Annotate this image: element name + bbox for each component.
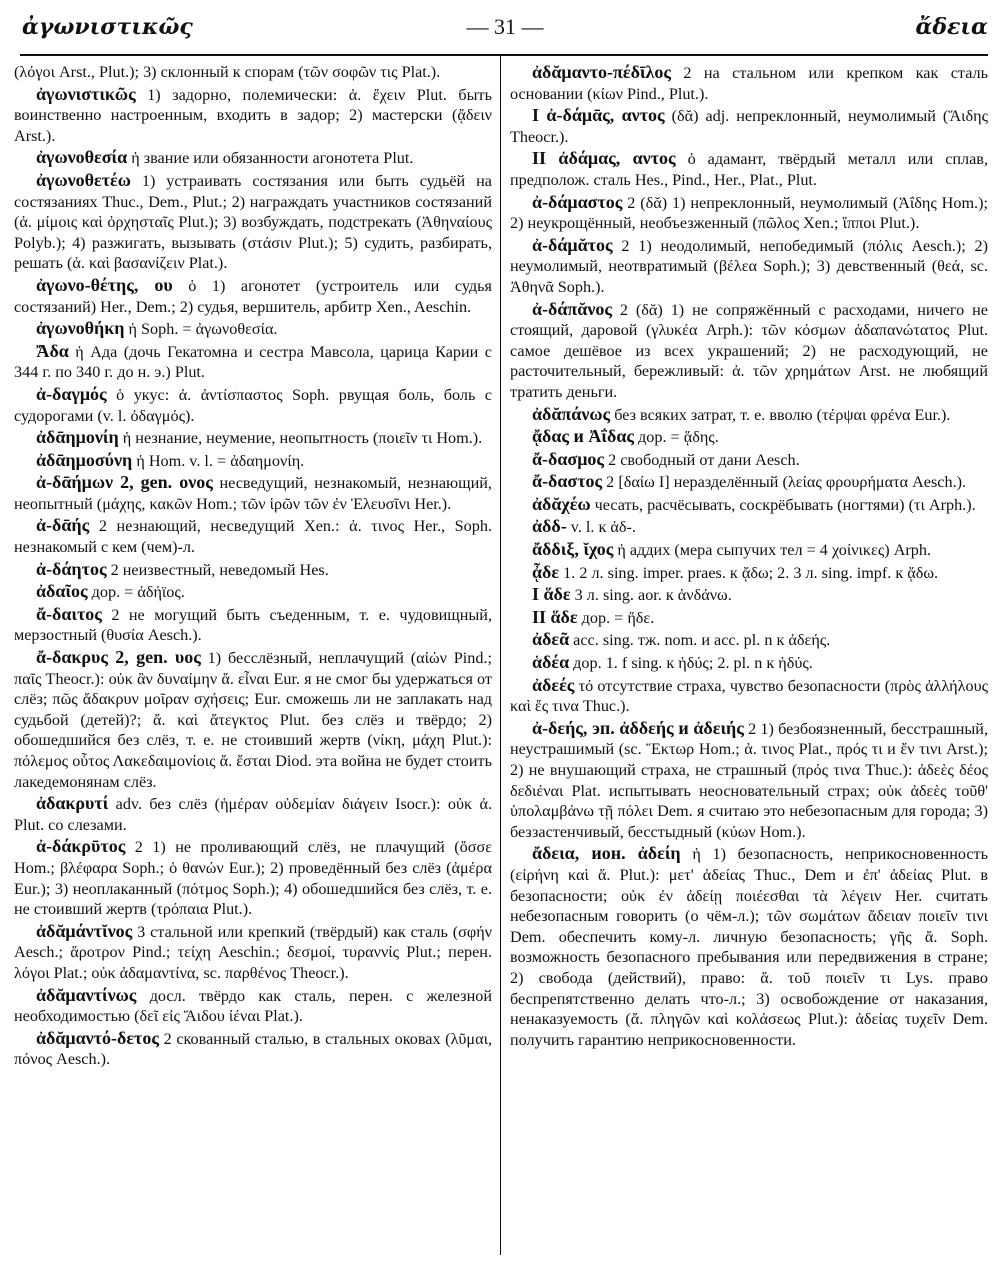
entry-headword: ἀδᾰμαντο-πέδῑλος <box>532 62 671 82</box>
entry-definition: 2 не могущий быть съеденным, т. е. чудовищный, мерзостный (θυσία Aesch.). <box>14 605 492 645</box>
entry-definition: 2 (δᾰ) 1) не сопряжённый с расходами, ничего не стоящий, даровой (γλυκέα Arph.): τῶν κόσμων ἀδαπανώτατος Plut. самое дешёвое из всех украшений; 2) не расходующий, не расточительный, бережливый: ἀ. τῶν χρημάτων Arst. не любящий тратить деньги. <box>510 300 988 401</box>
entry-definition: v. l. к ἀδ-. <box>566 518 636 537</box>
dictionary-entry <box>510 562 988 584</box>
entry-definition: 1) устраивать состязания или быть судьёй на состязаниях Thuc., Dem., Plut.; 2) награждать участников состязаний (ἀ. μίμοις καὶ ὀρχησταῖς Plut.); 3) возбуждать, подстрекать (Ἀθηναίους Polyb.); 4) разжигать, вызывать (στάσιν Plut.); 5) судить, разбирать, решать (ἀ. καὶ βασανίζειν Plat.). <box>14 171 492 273</box>
entry-headword: ἀδδ- <box>532 516 567 537</box>
entry-headword: ἀδᾱημονίη <box>36 427 119 448</box>
entry-headword: Ἄδα <box>36 340 69 361</box>
entry-definition: 2 1) неодолимый, непобедимый (πόλις Aesch.); 2) неумолимый, неотвратимый (βέλεα Soph.); 3) девственный (θεά, sc. Ἀθηνᾶ Soph.). <box>510 236 988 296</box>
entry-headword: ἀδεᾶ <box>532 629 570 650</box>
entry-definition: ὁ укус: ἀ. ἀντίσπαστος Soph. рвущая боль, боль с судорогами (v. l. ὀδαγμός). <box>14 385 492 425</box>
entry-headword: ᾆδε <box>532 561 560 582</box>
entry-headword: ἀγωνοθετέω <box>36 169 131 190</box>
entry-headword: ἀδᾰμαντίνως <box>36 984 137 1005</box>
header-rule <box>20 54 988 56</box>
dictionary-entry <box>14 793 492 835</box>
dictionary-entry <box>510 843 988 1050</box>
entry-definition: acc. sing. тж. nom. и acc. pl. n к ἀδεής. <box>569 631 831 650</box>
dictionary-entry <box>510 471 988 493</box>
dictionary-entry <box>510 607 988 629</box>
entry-definition: adv. без слёз (ἡμέραν οὐδεμίαν διάγειν Isocr.): οὐκ ἀ. Plut. со слезами. <box>14 795 492 834</box>
dictionary-entry <box>510 62 988 104</box>
dictionary-entry <box>14 62 492 83</box>
entry-definition: ἡ звание или обязанности агонотета Plut. <box>127 149 414 168</box>
entry-definition: ἡ незнание, неумение, неопытность (ποιεῖν τι Hom.). <box>118 429 483 448</box>
entry-headword: ἀ-δάκρῡτος <box>36 836 126 857</box>
entry-definition: ὁ адамант, твёрдый металл или сплав, предполож. сталь Hes., Pind., Her., Plat., Plut. <box>510 150 988 189</box>
dictionary-entry <box>14 985 492 1027</box>
dictionary-entry <box>14 427 492 449</box>
dictionary-entry <box>510 192 988 234</box>
dictionary-entry <box>14 1028 492 1070</box>
page-header <box>22 10 988 44</box>
dictionary-entry <box>14 450 492 472</box>
dictionary-entry <box>510 105 988 147</box>
dictionary-entry <box>510 494 988 516</box>
entry-headword: ἀ-δάμᾰτος <box>532 234 613 255</box>
dictionary-entry <box>14 341 492 383</box>
entry-headword: ἀγωνοθήκη <box>36 318 125 339</box>
page-number: — 31 — <box>466 14 544 39</box>
dictionary-entry <box>14 170 492 274</box>
entry-headword: ἄ-δαστος <box>532 471 603 492</box>
entry-headword: ἀγωνο-θέτης, ου <box>36 274 173 295</box>
entry-definition: дор. 1. f sing. к ἡδύς; 2. pl. n к ἡδύς. <box>569 654 813 673</box>
entry-definition: 2 1) безбоязненный, бесстрашный, неустрашимый (sc. Ἕκτωρ Hom.; ἀ. τινος Plat., πρός τι и ἔν τινι Arst.); 2) не внушающий страха, не страшный (πρός τινα Thuc.): ἀδεὲς δέος δεδιέναι Plat. испытывать неосновательный страх; οὐκ ἀδεὲς τοῦθ' ὑπολαμβάνω τῇ πόλει Dem. я считаю это небезопасным для города; 3) беззастенчивый, бесстыдный (κύων Hom.). <box>510 719 988 841</box>
entry-definition: дор. = ᾅδης. <box>633 428 719 447</box>
entry-definition: 3 л. sing. aor. к ἁνδάνω. <box>570 586 732 605</box>
dictionary-entry <box>14 581 492 603</box>
dictionary-entry <box>14 559 492 581</box>
entry-headword: II ἅδε <box>532 606 578 627</box>
entry-definition: ἡ Hom. v. l. = ἀδαημονίη. <box>132 451 305 470</box>
dictionary-entry <box>14 384 492 426</box>
entry-definition: дор. = ἥδε. <box>577 608 655 627</box>
entry-definition: 2 свободный от дани Aesch. <box>604 450 800 469</box>
dictionary-entry <box>510 426 988 448</box>
entry-headword: ἀδεές <box>532 674 575 695</box>
dictionary-entry <box>510 718 988 843</box>
entry-definition: (δᾰ) adj. непреклонный, неумолимый (Ἅιδης Theocr.). <box>510 107 988 146</box>
entry-definition: 2 1) не проливающий слёз, не плачущий (ὄσσε Hom.; βλέφαρα Soph.; ὁ θανών Eur.); 2) проведённый без слёз (ἀμέρα Eur.); 3) неоплаканный (πότμος Soph.); 4) обошедшийся без слёз, т. е. не стоивший жертв (τρόπαια Plut.). <box>14 838 492 919</box>
entry-headword: ἄδεια, ион. ἀδείη <box>532 843 681 864</box>
entry-definition: 2 (δᾰ) 1) непреклонный, неумолимый (Ἀΐδης Hom.); 2) неукрощённый, необъезженный (πῶλος Xen.; ἵπποι Plut.). <box>510 193 988 233</box>
dictionary-entry <box>510 652 988 674</box>
left-column <box>14 62 492 1071</box>
entry-definition: 2 неизвестный, неведомый Hes. <box>106 560 329 579</box>
entry-headword: ἄ-δασμος <box>532 448 605 469</box>
entry-headword: II ἀδάμας, αντος <box>532 148 676 169</box>
entry-headword: I ἀ-δάμᾱς, αντος <box>532 105 665 126</box>
right-column <box>510 62 988 1051</box>
dictionary-entry <box>14 647 492 792</box>
entry-definition: ὁ 1) агонотет (устроитель или судья состязаний) Her., Dem.; 2) судья, вершитель, арбитр Xen., Aeschin. <box>14 276 492 316</box>
dictionary-entry <box>510 449 988 471</box>
dictionary-entry <box>510 299 988 403</box>
dictionary-entry <box>14 472 492 514</box>
entry-definition: 2 [δαίω I] неразделённый (λείας φρουρήματα Aesch.). <box>602 473 967 492</box>
entry-definition: без всяких затрат, т. е. вволю (τέρψαι φρένα Eur.). <box>610 405 951 424</box>
entry-headword: ἀδαῖος <box>36 581 88 602</box>
dictionary-entry <box>14 515 492 557</box>
entry-headword: ἁδέα <box>532 652 570 673</box>
entry-definition: 1) бесслёзный, неплачущий (αἰών Pind.; παῖς Theocr.): οὐκ ἂν δυναίμην ἄ. εἶναι Eur. я не смог бы удержаться от слёз; πῶς ἄδακρυν μοῖραν σχήσεις; Eur. сможешь ли не заплакать над судьбой (детей)?; ἄ. καὶ ἄτεγκτος Plut. без слёз и твёрдо; 2) обошедшийся без слёз, т. е. не стоивший жертв (νίκη, μάχη Plut.): πόλεμος οὗτος Λακεδαιμονίοις ἄ. ἔσται Diod. эта война не будет стоить лакедемонянам слёз. <box>14 649 492 791</box>
dictionary-entry <box>510 539 988 561</box>
dictionary-entry <box>14 84 492 147</box>
entry-headword: ἀ-δάητος <box>36 558 107 579</box>
entry-definition: дор. = ἀδήϊος. <box>87 583 185 602</box>
entry-definition: несведущий, незнакомый, незнающий, неопытный (μάχης, κακῶν Hom.; τῶν ἱρῶν τῶν ἐν Ἐλευσῖνι Her.). <box>14 474 492 513</box>
entry-definition: τό отсутствие страха, чувство безопасности (πρὸς ἀλλήλους καὶ ἔς τινα Thuc.). <box>510 676 988 716</box>
entry-definition: (λόγοι Arst., Plut.); 3) склонный к спорам (τῶν σοφῶν τις Plat.). <box>14 63 441 81</box>
entry-headword: ἀδᾰχέω <box>532 493 591 514</box>
dictionary-entry <box>14 836 492 919</box>
entry-headword: ἀδακρυτί <box>36 793 109 814</box>
dictionary-entry <box>14 147 492 169</box>
entry-definition: 1. 2 л. sing. imper. praes. к ᾄδω; 2. 3 л. sing. impf. к ᾄδω. <box>559 563 939 582</box>
entry-headword: ἀδᾰπάνως <box>532 403 611 424</box>
header-right-word: ἄδεια <box>915 14 988 40</box>
entry-headword: ἀ-δᾱής <box>36 515 90 536</box>
entry-headword: ἀδᾱημοσύνη <box>36 449 133 470</box>
entry-headword: ἀ-δᾱήμων 2, gen. ονος <box>36 472 213 493</box>
entry-definition: ἡ Soph. = ἀγωνοθεσία. <box>124 320 278 339</box>
dictionary-entry <box>510 516 988 538</box>
header-left-word: ἀγωνιστικῶς <box>22 14 193 40</box>
dictionary-entry <box>510 584 988 606</box>
entry-definition: ἡ 1) безопасность, неприкосновенность (εἰρήνη καὶ ἄ. Plut.): μετ' ἀδείας Thuc., Dem и ἐπ' ἀδείας Plut. в безопасности; οὐκ ἐν ἀδείῃ ποιέεσθαι τὰ λέγειν Her. считать небезопасным говорить (о чём-л.); τῶν σωμάτων ἄδειαν ποιεῖν τινι Dem. обеспечить кому-л. личную безопасность; γῆς ἄ. Soph. возможность безопасного пребывания или передвижения в стране; 2) свобода (действий), право: ἄ. τοῦ ποιεῖν τι Lys. право беспрепятственно делать что-л.; 3) освобождение от наказания, ненаказуемость (ἄ. πληγῶν καὶ κολάσεως Plut.): ἀδείας τυχεῖν Dem. получить гарантию неприкосновенности. <box>510 845 988 1049</box>
entry-headword: ἀγωνοθεσία <box>36 147 128 168</box>
entry-definition: ἡ аддих (мера сыпучих тел = 4 χοίνικες) Arph. <box>613 541 932 560</box>
entry-definition: досл. твёрдо как сталь, перен. с железной необходимостью (δεῖ εἰς Ἅιδου ἰέναι Plat.). <box>14 986 492 1026</box>
dictionary-entry <box>14 275 492 317</box>
entry-headword: I ἅδε <box>532 584 571 605</box>
entry-headword: ἀδᾰμάντῐνος <box>36 920 133 941</box>
dictionary-entry <box>14 604 492 646</box>
dictionary-entry <box>510 235 988 298</box>
entry-headword: ἄ-δαιτος <box>36 603 102 624</box>
dictionary-entry <box>510 675 988 717</box>
column-divider <box>500 56 501 1255</box>
entry-definition: 2 на стальном или крепком как сталь основании (κίων Pind., Plut.). <box>510 64 988 103</box>
entry-definition: 1) задорно, полемически: ἀ. ἔχειν Plut. быть воинственно настроенным, входить в задор; 2) мастерски (ᾄδειν Arst.). <box>14 85 492 145</box>
entry-definition: ἡ Ада (дочь Гекатомна и сестра Мавсола, царица Карии с 344 г. по 340 г. до н. э.) Plut. <box>14 342 492 382</box>
dictionary-entry <box>510 404 988 426</box>
entry-definition: 2 скованный сталью, в стальных оковах (λῦμαι, πόνος Aesch.). <box>14 1029 492 1069</box>
dictionary-entry <box>510 148 988 190</box>
entry-definition: 2 незнающий, несведущий Xen.: ἀ. τινος Her., Soph. незнакомый с кем (чем)-л. <box>14 517 492 557</box>
entry-headword: ἀγωνιστικῶς <box>36 83 136 104</box>
dictionary-entry <box>14 921 492 984</box>
entry-headword: ἄδδιξ, ῐχος <box>532 539 614 560</box>
entry-headword: ἀδᾰμαντό-δετος <box>36 1027 159 1048</box>
entry-headword: ἀ-δάπᾰνος <box>532 298 612 319</box>
entry-headword: ἀ-δαγμός <box>36 383 107 404</box>
entry-headword: ἀ-δεής, эп. ἀδδεής и ἀδειής <box>532 717 744 738</box>
entry-definition: 3 стальной или крепкий (твёрдый) как сталь (σφήν Aesch.; ἄροτρον Pind.; τείχη Aeschin.; δεσμοί, τυραννίς Plut.; перен. λόγοι Plat.; οὐκ ἀδαμαντίνα, sc. παρθένος Theocr.). <box>14 922 492 982</box>
entry-headword: ᾄδας и Ἀΐδας <box>532 426 634 447</box>
entry-headword: ἀ-δάμαστος <box>532 191 623 212</box>
entry-headword: ἄ-δακρυς 2, gen. υος <box>36 647 201 668</box>
dictionary-entry <box>14 318 492 340</box>
dictionary-entry <box>510 629 988 651</box>
entry-definition: чесать, расчёсывать, соскрёбывать (ногтями) (τι Arph.). <box>590 495 976 514</box>
